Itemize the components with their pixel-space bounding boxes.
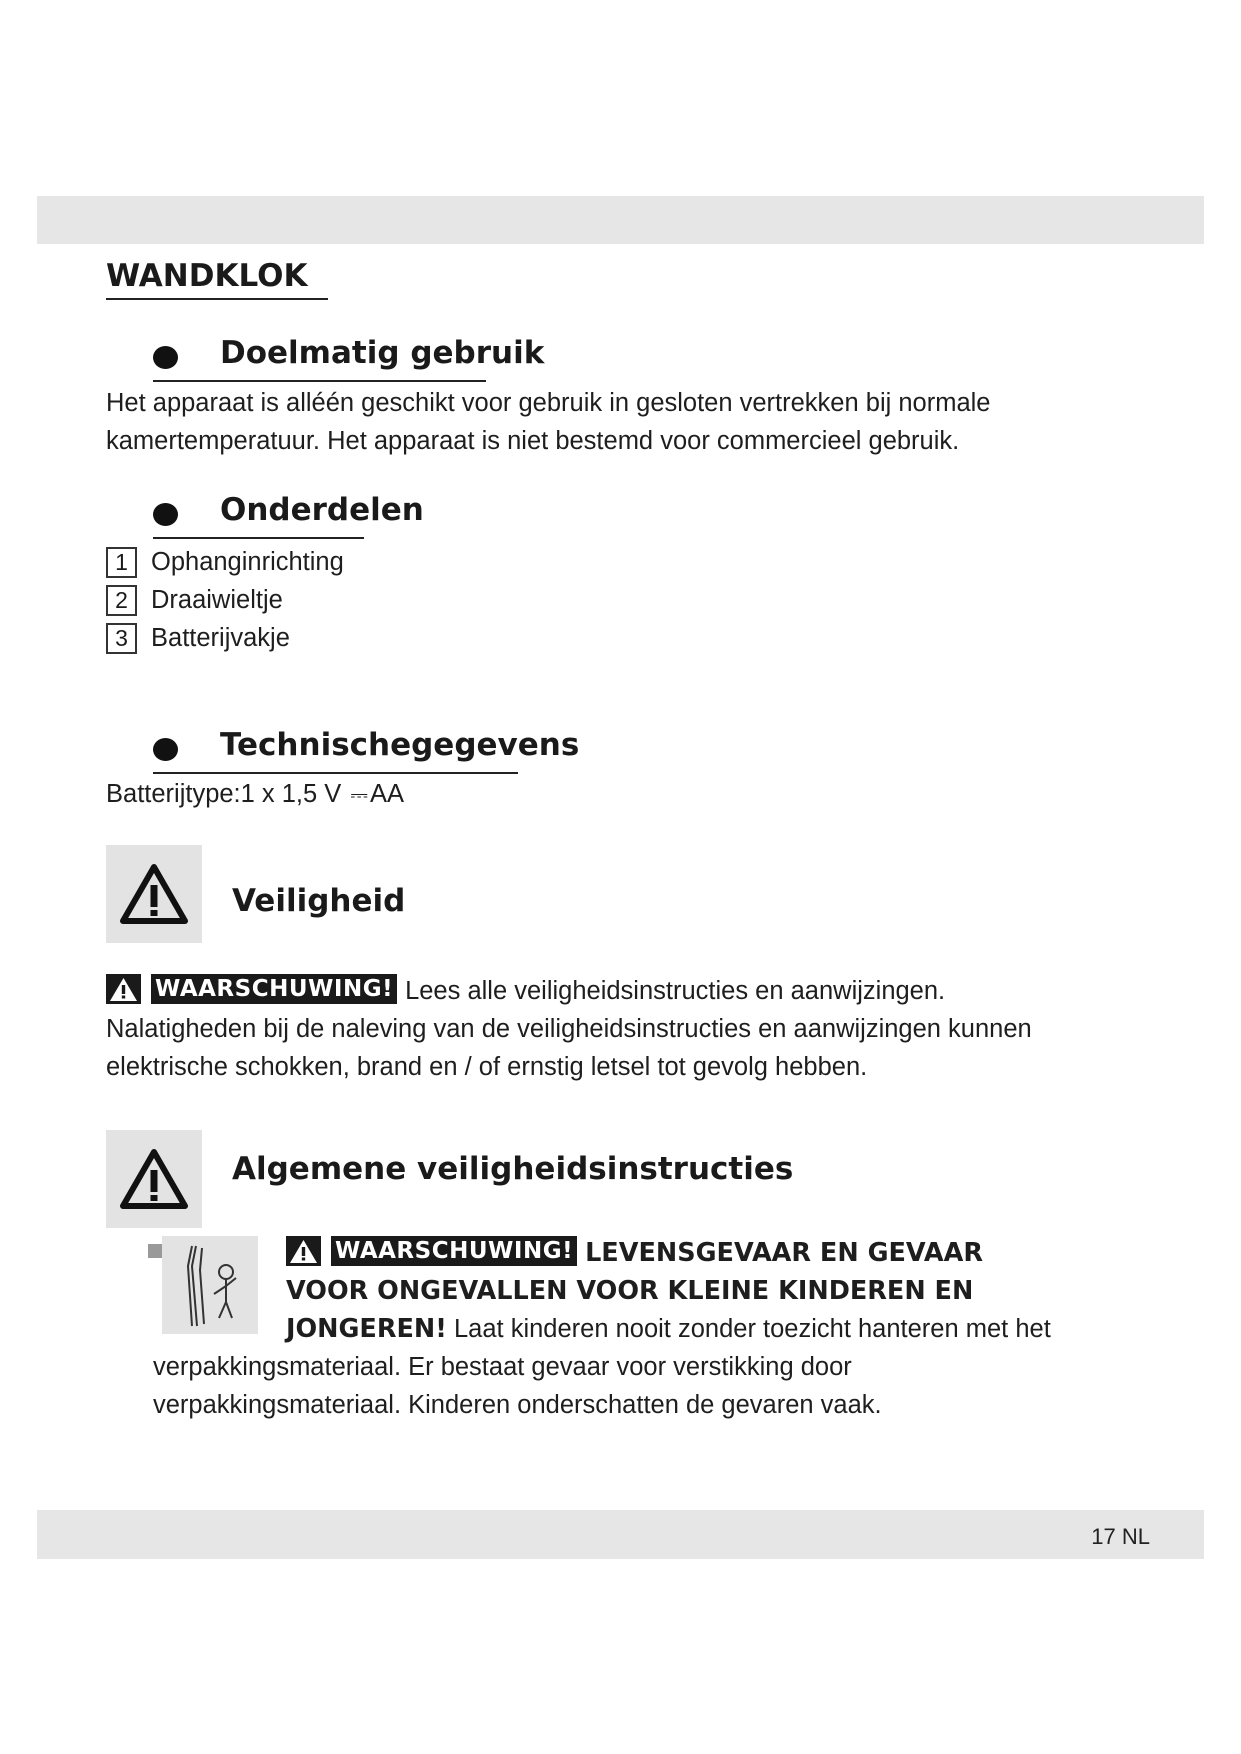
general-warning-heading-text: WAARSCHUWING! LEVENSGEVAAR EN GEVAAR VOOR ONGEVALLEN VOOR KLEINE KINDEREN EN JONGEREN! Laat kinderen nooit zonder toezicht hanteren met het [286, 1238, 1051, 1344]
heading-underline [153, 380, 486, 382]
warning-triangle-icon [106, 845, 202, 943]
heading-underline [153, 537, 364, 539]
general-safety-heading: Algemene veiligheidsinstructies [232, 1151, 794, 1187]
part-number: 1 [106, 547, 137, 578]
section-heading: Onderdelen [220, 492, 424, 528]
safety-warning-text: WAARSCHUWING! Lees alle veiligheidsinstructies en aanwijzingen. Nalatigheden bij de naleving van de veiligheidsinstructies en aanwijzingen kunnen elektrische schokken, brand en / of ernstig letsel tot gevolg hebben. [106, 976, 1032, 1081]
parts-list [106, 543, 344, 657]
heading-underline [153, 772, 518, 774]
warning-badge [106, 974, 405, 1004]
warning-label: WAARSCHUWING! [331, 1236, 577, 1266]
header-band [37, 196, 1204, 244]
intended-use-text: Het apparaat is alléén geschikt voor gebruik in gesloten vertrekken bij normale kamertemperatuur. Het apparaat is niet bestemd voor commercieel gebruik. [106, 389, 991, 455]
list-item [106, 619, 344, 657]
battery-type-text: Batterijtype:1 x 1,5 V ⎓AA [106, 775, 404, 814]
dc-symbol-icon: ⎓ [350, 782, 368, 807]
page-number: 17 NL [1091, 1524, 1150, 1549]
page-title: WANDKLOK [106, 258, 328, 300]
part-label: Ophanginrichting [151, 547, 344, 576]
warning-triangle-icon [106, 1130, 202, 1228]
warning-badge [286, 1236, 585, 1266]
safety-heading: Veiligheid [232, 883, 406, 919]
section-heading: Doelmatig gebruik [220, 335, 545, 371]
bullet-icon [153, 346, 178, 369]
general-warning-body-text: verpakkingsmateriaal. Er bestaat gevaar voor verstikking door verpakkingsmateriaal. Kinderen onderschatten de gevaren vaak. [153, 1353, 882, 1419]
part-label: Draaiwieltje [151, 585, 283, 614]
footer-band [37, 1510, 1204, 1559]
warning-small-icon [286, 1236, 321, 1266]
part-number: 3 [106, 623, 137, 654]
warning-label: WAARSCHUWING! [151, 974, 397, 1004]
square-bullet-icon [148, 1244, 162, 1258]
section-heading: Technischegegevens [220, 727, 580, 763]
part-label: Batterijvakje [151, 623, 290, 652]
child-packaging-icon [162, 1236, 258, 1334]
bullet-icon [153, 738, 178, 761]
list-item [106, 543, 344, 581]
warning-small-icon [106, 974, 141, 1004]
bullet-icon [153, 503, 178, 526]
part-number: 2 [106, 585, 137, 616]
list-item [106, 581, 344, 619]
